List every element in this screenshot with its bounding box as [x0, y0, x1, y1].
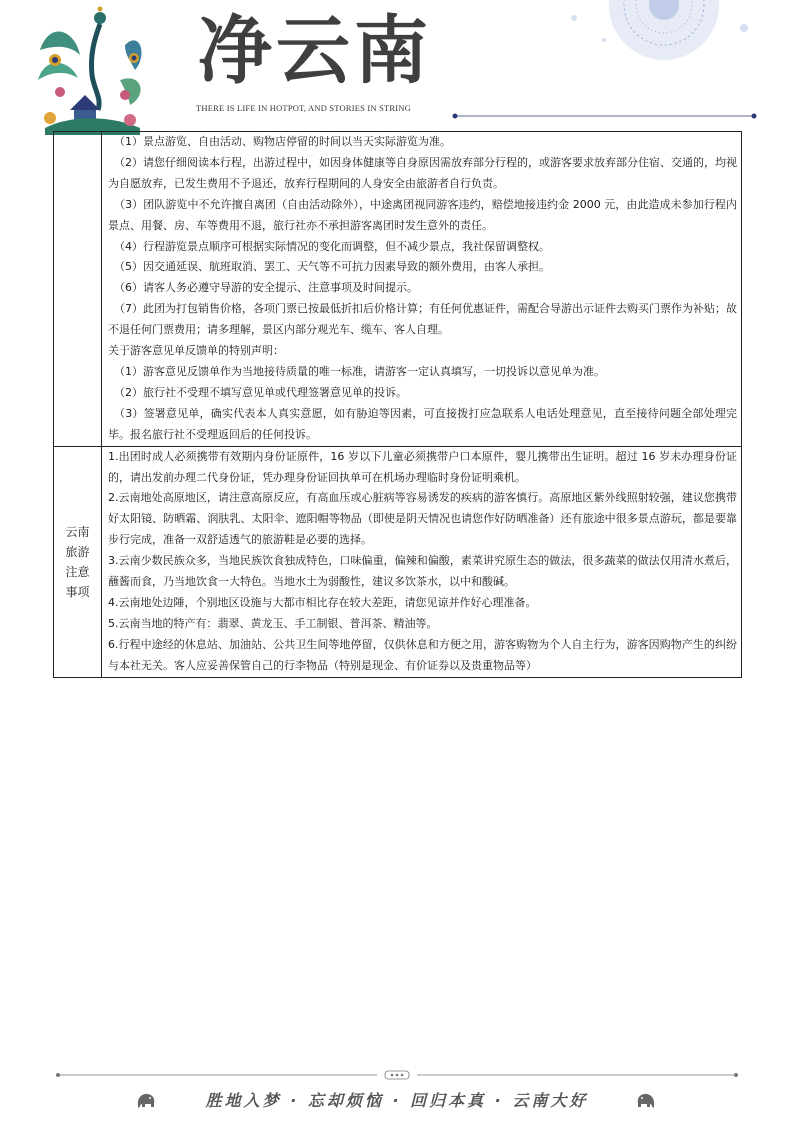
elephant-icon — [635, 1090, 657, 1110]
notes-cell — [102, 132, 742, 447]
footer-slogan: 胜地入梦 · 忘却烦恼 · 回归本真 · 云南大好 — [205, 1091, 589, 1110]
table-row — [54, 132, 742, 447]
list-item: （5）因交通延误、航班取消、罢工、天气等不可抗力因素导致的额外费用，由客人承担。 — [114, 260, 550, 274]
list-item: （1）景点游览、自由活动、购物店停留的时间以当天实际游览为准。 — [114, 135, 451, 148]
list-item: 4.云南地处边陲，个别地区设施与大都市相比存在较大差距，请您见谅并作好心理准备。 — [108, 595, 537, 609]
notes-table — [53, 131, 742, 678]
page-footer — [0, 1090, 794, 1114]
section-label: 云南旅游注意事项 — [65, 524, 90, 599]
feedback-heading: 关于游客意见单反馈单的特别声明： — [108, 344, 284, 358]
yunnan-notes-cell — [102, 446, 742, 677]
list-item: （1）游客意见反馈单作为当地接待质量的唯一标准，请游客一定认真填写，一切投诉以意见单为准。 — [114, 364, 605, 378]
list-item: 3.云南少数民族众多，当地民族饮食独成特色，口味偏重，偏辣和偏酸，素菜讲究原生态的做法，很多蔬菜的做法仅用清水煮后，蘸酱而食，乃当地饮食一大特色。当地水土为弱酸性，建议多饮茶水，以中和酸碱。 — [108, 554, 737, 589]
list-item: （2）请您仔细阅读本行程，出游过程中，如因身体健康等自身原因需放弃部分行程的，或游客要求放弃部分住宿、交通的，均视为自愿放弃，已发生费用不予退还，放弃行程期间的人身安全由旅游者自行负责。 — [108, 155, 737, 190]
elephant-icon — [135, 1090, 157, 1110]
list-item: （7）此团为打包销售价格，各项门票已按最低折扣后价格计算；有任何优惠证件，需配合导游出示证件去购买门票作为补贴；故不退任何门票费用；请多理解，景区内部分观光车、缆车、客人自理。 — [108, 302, 737, 337]
list-item: （3）签署意见单，确实代表本人真实意愿，如有胁迫等因素，可直接拨打应急联系人电话处理意见，直至接待问题全部处理完毕。报名旅行社不受理返回后的任何投诉。 — [108, 406, 737, 441]
list-item: （6）请客人务必遵守导游的安全提示、注意事项及时间提示。 — [114, 281, 418, 295]
list-item: 5.云南当地的特产有：翡翠、黄龙玉、手工制银、普洱茶、精油等。 — [108, 616, 438, 630]
list-item: （3）团队游览中不允许擅自离团（自由活动除外），中途离团视同游客违约，赔偿地接违约金 2000 元，由此造成未参加行程内景点、用餐、房、车等费用不退，旅行社亦不承担游客离团时发生意外的责任。 — [108, 197, 737, 232]
list-item: （2）旅行社不受理不填写意见单或代理签署意见单的投诉。 — [114, 385, 407, 399]
list-item: 6.行程中途经的休息站、加油站、公共卫生间等地停留，仅供休息和方便之用，游客购物为个人自主行为，游客因购物产生的纠纷与本社无关。客人应妥善保管自己的行李物品（特别是现金、有价证券以及贵重物品等） — [108, 637, 737, 672]
footer-divider — [55, 1068, 739, 1082]
list-item: 1.出团时成人必须携带有效期内身份证原件，16 岁以下儿童必须携带户口本原件，婴儿携带出生证明。超过 16 岁未办理身份证的，请出发前办理二代身份证，凭办理身份证回执单可在机场办理临时身份证明乘机。 — [108, 449, 737, 484]
peacock-logo-icon — [30, 0, 150, 135]
yunnan-label-cell — [54, 446, 102, 677]
decorative-flower-icon — [544, 0, 774, 70]
page-header — [0, 0, 794, 125]
list-item: （4）行程游览景点顺序可根据实际情况的变化而调整，但不减少景点，我社保留调整权。 — [114, 239, 550, 253]
brand-slogan: THERE IS LIFE IN HOTPOT, AND STORIES IN STRING — [196, 103, 412, 113]
list-item: 2.云南地处高原地区，请注意高原反应，有高血压或心脏病等容易诱发的疾病的游客慎行。高原地区紫外线照射较强，建议您携带好太阳镜、防晒霜、润肤乳、太阳伞、遮阳帽等物品（即使是阴天情况也请您作好防晒准备）还有旅途中很多景点游玩，都是要靠步行完成，准备一双舒适透气的旅游鞋是必要的选择。 — [108, 491, 737, 547]
table-row — [54, 446, 742, 677]
brand-title: 净云南 — [198, 8, 432, 94]
header-divider — [452, 113, 757, 119]
empty-label-cell — [54, 132, 102, 447]
